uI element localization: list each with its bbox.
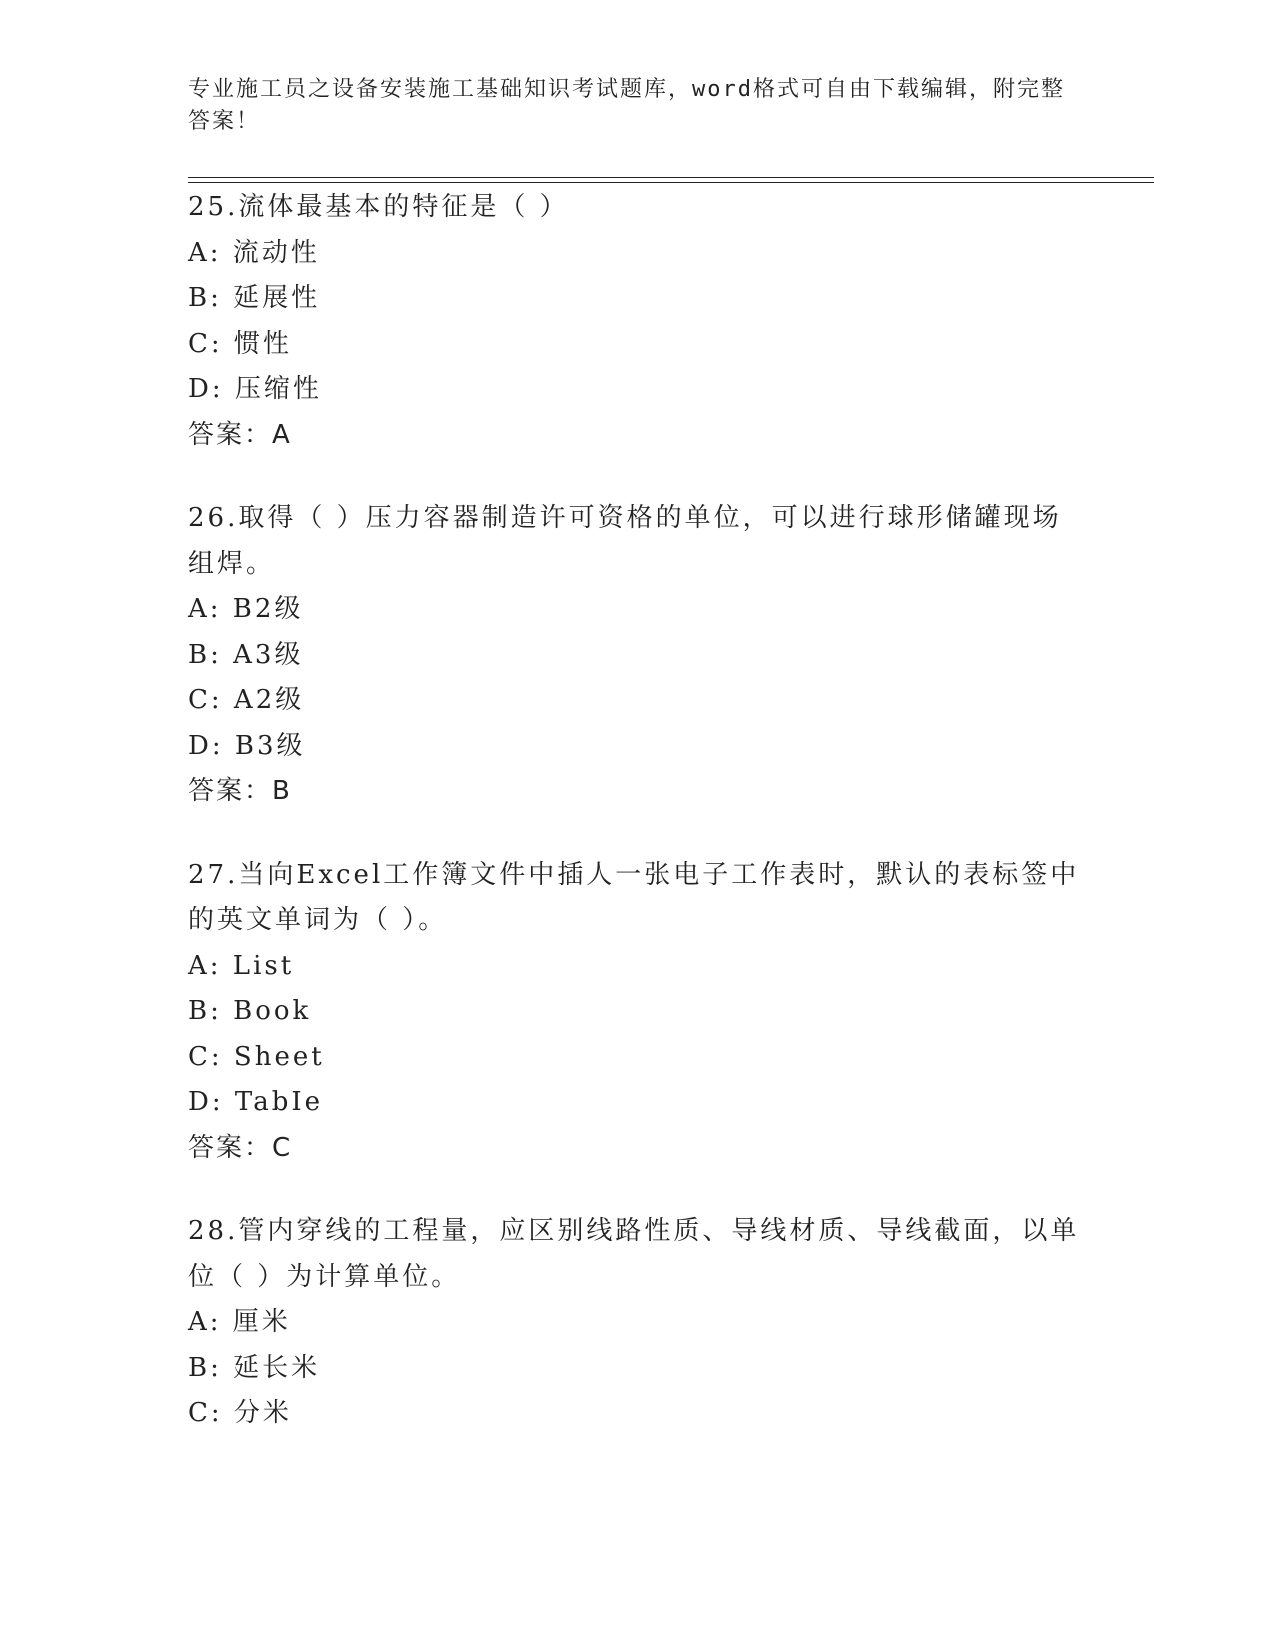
option-a: A: 厘米 (188, 1307, 291, 1337)
question-stem: 27.当向Excel工作簿文件中插人一张电子工作表时，默认的表标签中的英文单词为（ ）。 (188, 859, 1080, 935)
option-a: A: B2级 (188, 594, 304, 624)
option-b: B: A3级 (188, 639, 304, 670)
option-c: C: Sheet (188, 1041, 325, 1072)
option-d: D: 压缩性 (188, 374, 322, 404)
option-b: B: 延长米 (188, 1352, 321, 1383)
option-d: D: B3级 (188, 730, 306, 761)
question-25 (188, 185, 1088, 458)
question-stem: 28.管内穿线的工程量，应区别线路性质、导线材质、导线截面，以单位（ ）为计算单位。 (188, 1216, 1080, 1292)
option-a: A: List (188, 950, 295, 981)
question-27 (188, 853, 1088, 1172)
question-stem: 25.流体最基本的特征是（ ） (188, 192, 569, 222)
option-a: A: 流动性 (188, 237, 320, 268)
answer-line: 答案：B (188, 776, 292, 806)
question-28 (188, 1209, 1088, 1437)
answer-line: 答案：C (188, 1132, 293, 1163)
option-c: C: A2级 (188, 685, 305, 715)
option-b: B: Book (188, 996, 312, 1026)
header-divider-top (188, 177, 1154, 178)
question-stem: 26.取得（ ）压力容器制造许可资格的单位，可以进行球形储罐现场组焊。 (188, 503, 1062, 579)
option-b: B: 延展性 (188, 283, 321, 313)
document-header: 专业施工员之设备安装施工基础知识考试题库，word格式可自由下载编辑，附完整答案！ (188, 77, 1065, 134)
header-divider-bottom (188, 182, 1154, 183)
option-c: C: 分米 (188, 1398, 292, 1428)
option-c: C: 惯性 (188, 328, 292, 359)
answer-line: 答案：A (188, 419, 292, 450)
question-list (188, 185, 1088, 1475)
question-26 (188, 496, 1088, 815)
option-d: D: TabIe (188, 1087, 323, 1117)
